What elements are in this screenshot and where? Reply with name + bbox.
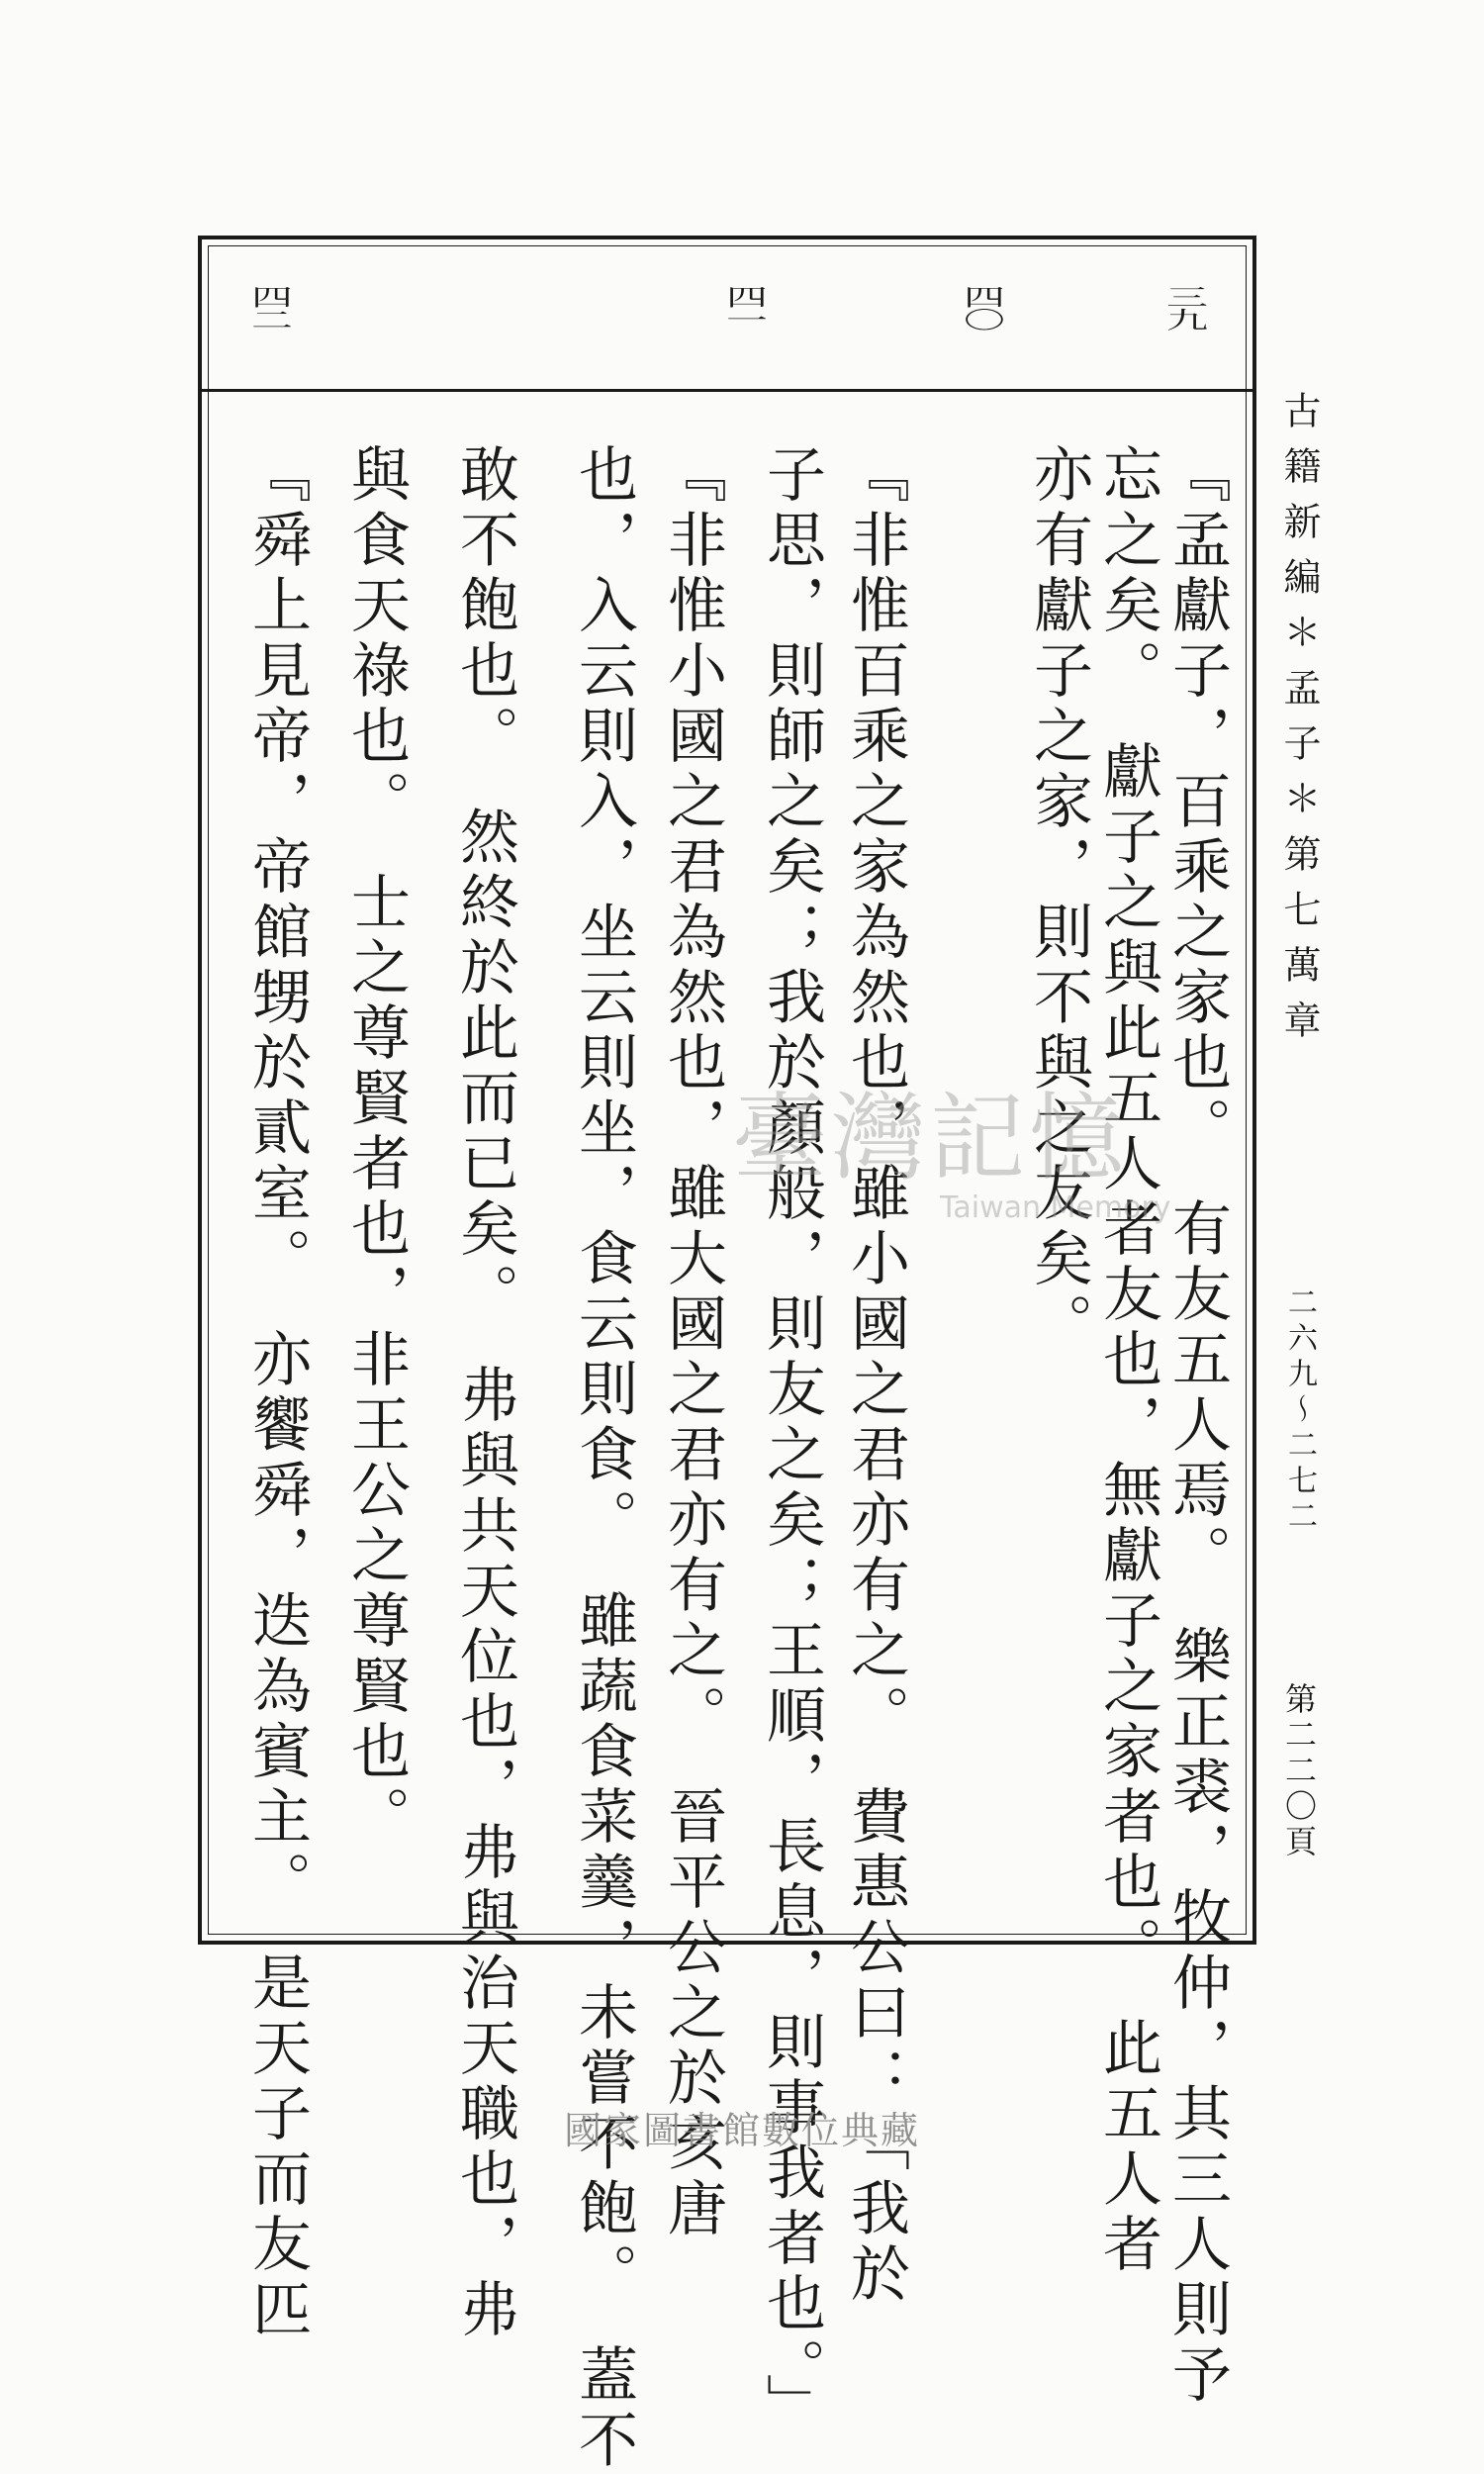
annotation-band <box>198 236 1256 392</box>
annotation-marker: 四二 <box>245 285 294 332</box>
text-column: 也，入云則入，坐云則坐，食云則食。 雖蔬食菜羹，未嘗不飽。 蓋不 <box>569 443 638 2474</box>
annotation-marker: 三九 <box>1160 285 1209 332</box>
text-column: 『非惟百乘之家為然也，雖小國之君亦有之。 費惠公曰：「我於 <box>841 443 910 2308</box>
annotation-marker: 四〇 <box>958 285 1006 332</box>
text-column: 子思，則師之矣；我於顏般，則友之矣；王順，長息，則事我者也。」 <box>757 443 826 2438</box>
text-column: 敢不飽也。 然終於此而已矣。 弗與共天位也，弗與治天職也，弗 <box>450 443 519 2343</box>
text-column: 『非惟小國之君為然也，雖大國之君亦有之。 晉平公之於亥唐 <box>658 443 727 2242</box>
text-column: 『舜上見帝，帝館甥於貳室。 亦饗舜，迭為賓主。 是天子而友匹 <box>242 443 312 2343</box>
watermark-title: 臺灣記憶 <box>732 1083 1128 1193</box>
running-header: 古籍新編＊孟子＊第七萬章 <box>1277 391 1321 1056</box>
text-column: 忘之矣。 獻子之與此五人者友也，無獻子之家者也。 此五人者 <box>1093 443 1162 2278</box>
page-number: 第二二〇頁 <box>1280 1682 1318 1860</box>
footer-credit: 國家圖書館數位典藏 <box>563 2109 920 2152</box>
section-range: 二六九～二七二 <box>1282 1286 1317 1536</box>
watermark-subtitle: Taiwan Memory <box>940 1190 1171 1225</box>
text-column: 與食天祿也。 士之尊賢者也，非王公之尊賢也。 <box>341 443 411 1851</box>
annotation-marker: 四一 <box>720 285 769 332</box>
text-column: 亦有獻子之家，則不與之友矣。 <box>1024 443 1093 1358</box>
text-column: 『孟獻子，百乘之家也。 有友五人焉。 樂正裘，牧仲，其三人則予 <box>1162 443 1232 2409</box>
